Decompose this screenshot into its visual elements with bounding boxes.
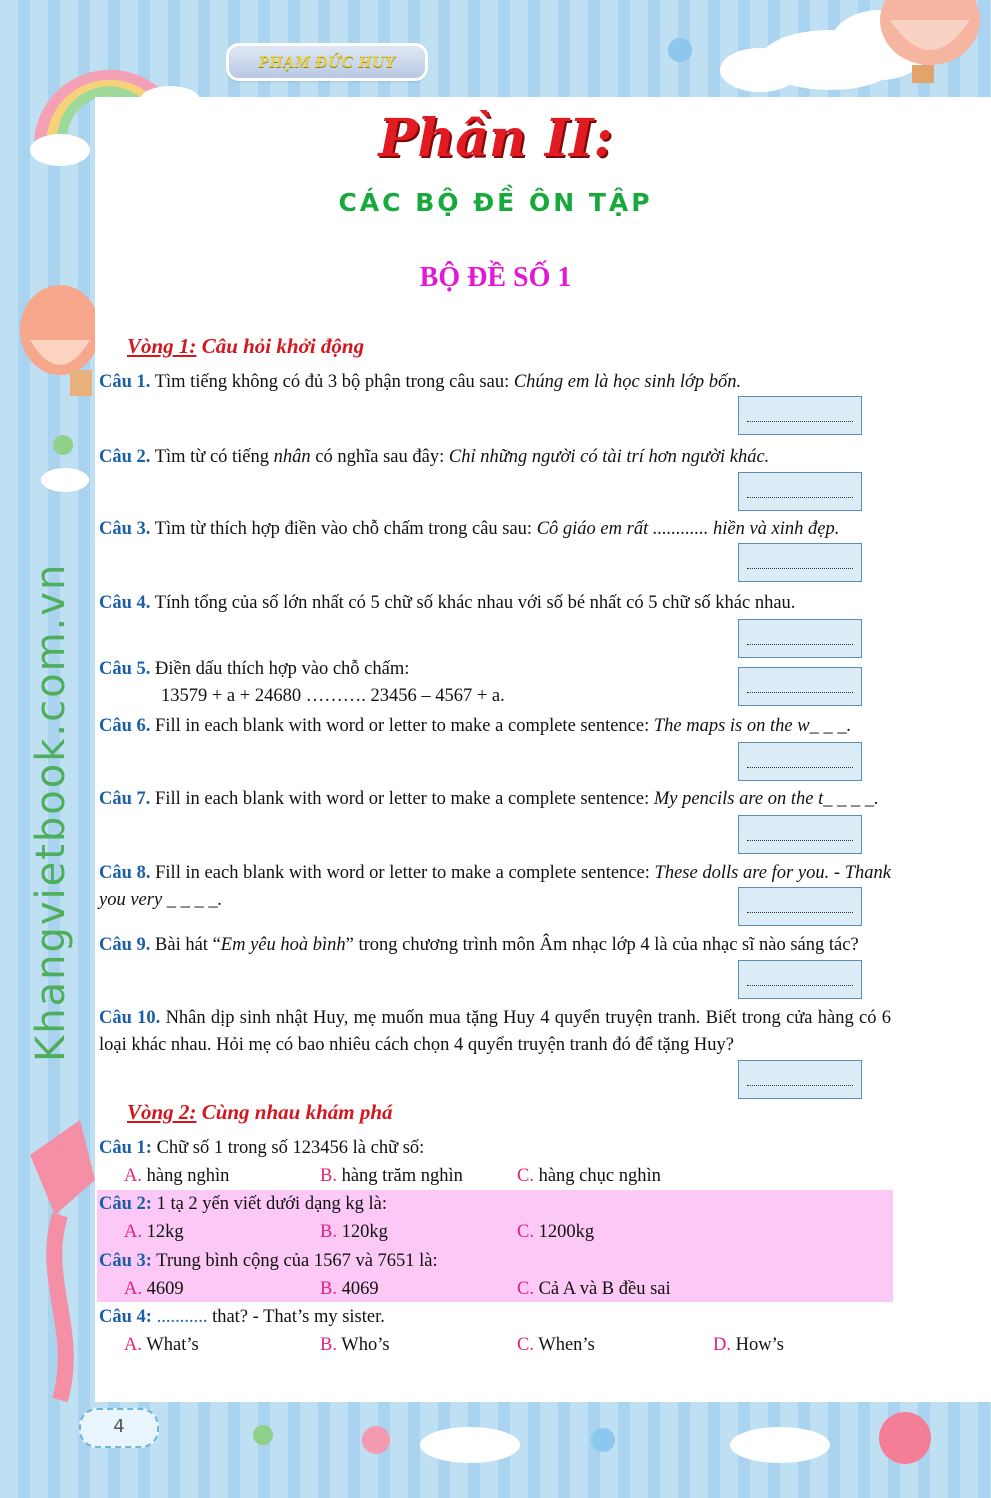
answer-dots [747, 497, 853, 498]
round-heading [127, 334, 364, 359]
question-text: Nhân dịp sinh nhật Huy, mẹ muốn mua tặng Huy 4 quyển truyện tranh. Biết trong cửa hàng có 6 loại khác nhau. Hỏi mẹ có bao nhiêu cách chọn 4 quyển truyện tranh đó để tặng Huy? [99, 1008, 891, 1055]
answer-box[interactable] [738, 742, 862, 781]
option-a[interactable]: A. 4609 [124, 1279, 184, 1299]
answer-dots [747, 767, 853, 768]
question-label: Câu 10. [99, 1008, 161, 1028]
kite-icon [30, 1120, 95, 1400]
answer-dots [747, 1085, 853, 1086]
section-subtitle: CÁC BỘ ĐỀ ÔN TẬP [338, 188, 653, 217]
question-text: Trung bình cộng của 1567 và 7651 là: [151, 1251, 438, 1271]
mc-question-2 [99, 1190, 893, 1246]
question-quote: Cô giáo em rất ............ hiền và xinh đẹp. [536, 519, 840, 539]
round-label: Vòng 2: [127, 1100, 197, 1124]
answer-dots [747, 568, 853, 569]
question-10 [99, 1005, 891, 1059]
question-text: Tìm từ thích hợp điền vào chỗ chấm trong câu sau: [150, 519, 537, 539]
option-c[interactable]: C. When’s [517, 1335, 595, 1355]
question-quote: The maps is on the w_ _ _. [653, 716, 852, 736]
question-7 [99, 786, 891, 813]
question-label: Câu 3. [99, 519, 151, 539]
question-label: Câu 1: [99, 1138, 152, 1158]
song-title: Em yêu hoà bình [220, 935, 346, 955]
option-c[interactable]: C. 1200kg [517, 1222, 595, 1242]
question-6 [99, 713, 891, 740]
question-label: Câu 1. [99, 372, 151, 392]
question-2 [99, 444, 891, 471]
option-c[interactable]: C. Cả A và B đều sai [517, 1279, 671, 1299]
question-quote: My pencils are on the t_ _ _ _. [653, 789, 879, 809]
watermark-text: Khangvietbook.com.vn [28, 562, 74, 1062]
question-quote: These dolls are for you. - Thank you very _ _ _ _. [99, 863, 891, 910]
question-label: Câu 8. [99, 863, 151, 883]
author-tab: PHẠM ĐỨC HUY [229, 46, 425, 78]
question-4 [99, 590, 891, 617]
option-d[interactable]: D. How’s [713, 1335, 784, 1355]
question-quote: Chỉ những người có tài trí hơn người khác. [448, 447, 770, 467]
question-text: Tính tổng của số lớn nhất có 5 chữ số khác nhau với số bé nhất có 5 chữ số khác nhau. [150, 593, 796, 613]
mc-question-4 [99, 1303, 893, 1359]
answer-box[interactable] [738, 396, 862, 435]
answer-dots [747, 421, 853, 422]
question-text: Fill in each blank with word or letter to make a complete sentence: [150, 789, 654, 809]
mc-question-3 [99, 1247, 893, 1303]
question-text: có nghĩa sau đây: [310, 447, 449, 467]
question-text: Bài hát “ [150, 935, 221, 955]
answer-dots [747, 692, 853, 693]
answer-dots [747, 840, 853, 841]
question-text: Fill in each blank with word or letter to make a complete sentence: [150, 716, 654, 736]
round-name: Cùng nhau khám phá [196, 1100, 393, 1124]
question-1 [99, 369, 891, 396]
option-b[interactable]: B. 4069 [320, 1279, 379, 1299]
question-text: ” trong chương trình môn Âm nhạc lớp 4 là của nhạc sĩ nào sáng tác? [345, 935, 859, 955]
question-text: Tìm tiếng không có đủ 3 bộ phận trong câu sau: [150, 372, 514, 392]
option-b[interactable]: B. 120kg [320, 1222, 388, 1242]
question-label: Câu 2: [99, 1194, 152, 1214]
question-text: Fill in each blank with word or letter to make a complete sentence: [150, 863, 655, 883]
question-keyword: nhân [273, 447, 311, 467]
question-label: Câu 4: [99, 1307, 152, 1327]
option-b[interactable]: B. hàng trăm nghìn [320, 1166, 463, 1186]
question-label: Câu 3: [99, 1251, 152, 1271]
option-a[interactable]: A. hàng nghìn [124, 1166, 230, 1186]
question-quote: Chúng em là học sinh lớp bốn. [513, 372, 742, 392]
question-blank: ........... [151, 1307, 208, 1327]
answer-box[interactable] [738, 815, 862, 854]
round-label: Vòng 1: [127, 334, 197, 358]
hot-air-balloon-icon [20, 285, 100, 396]
question-3 [99, 516, 891, 543]
answer-box[interactable] [738, 543, 862, 582]
answer-box[interactable] [738, 667, 862, 706]
question-text: Chữ số 1 trong số 123456 là chữ số: [151, 1138, 425, 1158]
question-text: Điền dấu thích hợp vào chỗ chấm: [150, 659, 410, 679]
answer-dots [747, 912, 853, 913]
option-c[interactable]: C. hàng chục nghìn [517, 1166, 661, 1186]
answer-box[interactable] [738, 472, 862, 511]
question-text: that? - That’s my sister. [207, 1307, 385, 1327]
page-number: 4 [79, 1408, 159, 1448]
expression: 13579 + a + 24680 ………. 23456 – 4567 + a. [161, 686, 505, 706]
answer-box[interactable] [738, 1060, 862, 1099]
question-text: 1 tạ 2 yến viết dưới dạng kg là: [151, 1194, 388, 1214]
question-label: Câu 2. [99, 447, 151, 467]
question-text: Tìm từ có tiếng [150, 447, 274, 467]
answer-box[interactable] [738, 887, 862, 926]
round-heading [127, 1100, 393, 1125]
question-9 [99, 932, 891, 959]
question-label: Câu 7. [99, 789, 151, 809]
page-title: Phần II: [378, 108, 613, 169]
option-b[interactable]: B. Who’s [320, 1335, 390, 1355]
question-label: Câu 5. [99, 659, 151, 679]
answer-box[interactable] [738, 960, 862, 999]
question-label: Câu 6. [99, 716, 151, 736]
answer-dots [747, 985, 853, 986]
option-a[interactable]: A. 12kg [124, 1222, 184, 1242]
option-a[interactable]: A. What’s [124, 1335, 199, 1355]
question-label: Câu 4. [99, 593, 151, 613]
mc-question-1 [99, 1134, 893, 1190]
question-label: Câu 9. [99, 935, 151, 955]
set-title: BỘ ĐỀ SỐ 1 [419, 262, 572, 293]
round-name: Câu hỏi khởi động [196, 334, 365, 358]
answer-dots [747, 644, 853, 645]
answer-box[interactable] [738, 619, 862, 658]
